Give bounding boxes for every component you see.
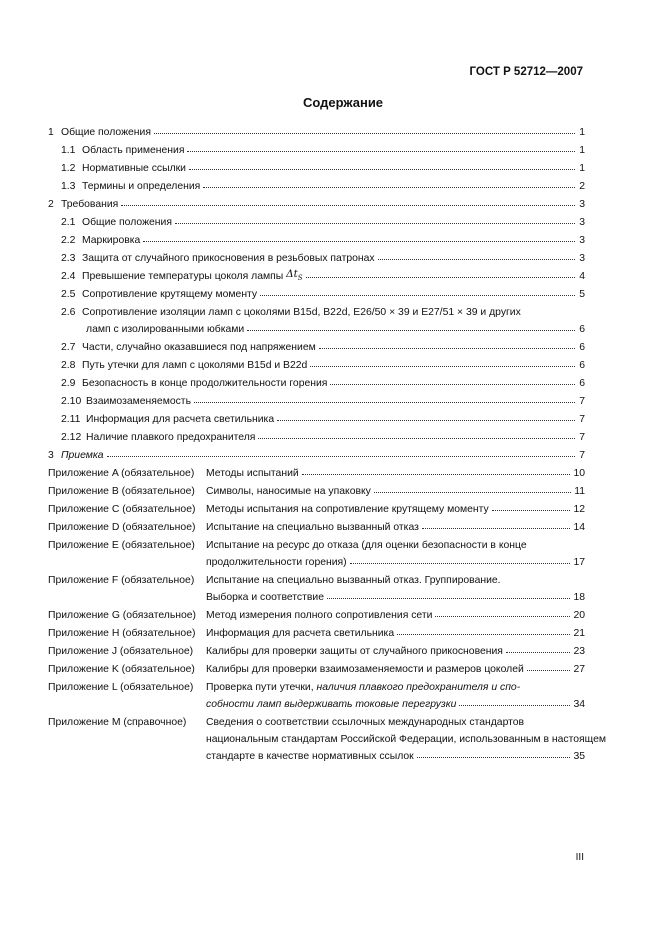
toc-entry-2-5[interactable]: 2.5 Сопротивление крутящему моменту 5: [61, 289, 585, 300]
page-number: 11: [574, 486, 585, 497]
toc-entry-1-3[interactable]: 1.3 Термины и определения 2: [61, 181, 585, 192]
appendix-entry-l[interactable]: Приложение L (обязательное) Проверка пути утечки, наличия плавкого предохранителя и спо- собности ламп выдерживать токовые перегрузки 34: [48, 682, 585, 710]
toc-entry-1[interactable]: 1 Общие положения 1: [48, 127, 585, 138]
page-number: 21: [573, 628, 585, 639]
page-number: 3: [579, 235, 585, 246]
appendix-entry-j[interactable]: Приложение J (обязательное) Калибры для проверки защиты от случайного прикосновения 23: [48, 646, 585, 657]
appendix-entry-m[interactable]: Приложение M (справочное) Сведения о соответствии ссылочных международных стандартов национальным стандартам Российской Федерации, использованным в настоящем стандарте в качестве нормативных ссылок 35: [48, 717, 606, 762]
page-number: 3: [579, 217, 585, 228]
appendix-entry-g[interactable]: Приложение G (обязательное) Метод измерения полного сопротивления сети 20: [48, 610, 585, 621]
page-number: 18: [573, 592, 585, 603]
toc-entry-2-9[interactable]: 2.9 Безопасность в конце продолжительности горения 6: [61, 378, 585, 389]
toc-entry-2-4[interactable]: 2.4 Превышение температуры цоколя лампы $\Delta t_S$ 4: [61, 267, 585, 282]
page-title: Содержание: [302, 95, 384, 110]
toc-entry-2-12[interactable]: 2.12 Наличие плавкого предохранителя 7: [61, 432, 585, 443]
page-number: 7: [579, 414, 585, 425]
page-number: 5: [579, 289, 585, 300]
page-number: 6: [579, 324, 585, 335]
page-number-roman: III: [575, 852, 584, 863]
delta-t-symbol: $\Delta t_S$: [286, 267, 303, 282]
appendix-entry-c[interactable]: Приложение C (обязательное) Методы испытания на сопротивление крутящему моменту 12: [48, 504, 585, 515]
appendix-entry-e[interactable]: Приложение E (обязательное) Испытание на ресурс до отказа (для оценки безопасности в конце продолжительности горения) 17: [48, 540, 585, 568]
toc-entry-2-3[interactable]: 2.3 Защита от случайного прикосновения в резьбовых патронах 3: [61, 253, 585, 264]
page-number: 6: [579, 378, 585, 389]
appendix-entry-h[interactable]: Приложение H (обязательное) Информация для расчета светильника 21: [48, 628, 585, 639]
document-code: ГОСТ Р 52712—2007: [469, 66, 583, 78]
appendix-entry-a[interactable]: Приложение A (обязательное) Методы испытаний 10: [48, 468, 585, 479]
toc-entry-1-2[interactable]: 1.2 Нормативные ссылки 1: [61, 163, 585, 174]
appendix-entry-f[interactable]: Приложение F (обязательное) Испытание на специально вызванный отказ. Группирование. Выборка и соответствие 18: [48, 575, 585, 603]
page-number: 3: [579, 253, 585, 264]
toc-entry-2-10[interactable]: 2.10 Взаимозаменяемость 7: [61, 396, 585, 407]
appendix-entry-k[interactable]: Приложение K (обязательное) Калибры для проверки взаимозаменяемости и размеров цоколей 27: [48, 664, 585, 675]
toc-entry-2-8[interactable]: 2.8 Путь утечки для ламп с цоколями B15d и B22d 6: [61, 360, 585, 371]
toc-entry-2-11[interactable]: 2.11 Информация для расчета светильника 7: [61, 414, 585, 425]
page-number: 23: [573, 646, 585, 657]
appendix-entry-d[interactable]: Приложение D (обязательное) Испытание на специально вызванный отказ 14: [48, 522, 585, 533]
page-number: 7: [579, 396, 585, 407]
page-number: 20: [573, 610, 585, 621]
toc-entry-2-6[interactable]: 2.6 Сопротивление изоляции ламп с цоколями B15d, B22d, E26/50 × 39 и E27/51 × 39 и других ламп с изолированными юбками 6: [61, 307, 585, 335]
page-number: 7: [579, 450, 585, 461]
page-number: 35: [573, 751, 585, 762]
toc-entry-2[interactable]: 2 Требования 3: [48, 199, 585, 210]
page-number: 4: [579, 271, 585, 282]
page-number: 12: [573, 504, 585, 515]
toc-entry-3[interactable]: 3 Приемка 7: [48, 450, 585, 461]
page-number: 3: [579, 199, 585, 210]
table-of-contents: [48, 120, 606, 762]
page-number: 14: [573, 522, 585, 533]
page-number: 2: [579, 181, 585, 192]
page-number: 1: [579, 145, 585, 156]
page-number: 34: [573, 699, 585, 710]
page-number: 1: [579, 127, 585, 138]
appendix-entry-b[interactable]: Приложение B (обязательное) Символы, наносимые на упаковку 11: [48, 486, 585, 497]
page-number: 6: [579, 342, 585, 353]
page-number: 1: [579, 163, 585, 174]
toc-entry-2-1[interactable]: 2.1 Общие положения 3: [61, 217, 585, 228]
page-number: 7: [579, 432, 585, 443]
page-number: 6: [579, 360, 585, 371]
page-number: 27: [573, 664, 585, 675]
page-number: 17: [573, 557, 585, 568]
toc-entry-1-1[interactable]: 1.1 Область применения 1: [61, 145, 585, 156]
page-number: 10: [573, 468, 585, 479]
toc-entry-2-7[interactable]: 2.7 Части, случайно оказавшиеся под напряжением 6: [61, 342, 585, 353]
toc-entry-2-2[interactable]: 2.2 Маркировка 3: [61, 235, 585, 246]
